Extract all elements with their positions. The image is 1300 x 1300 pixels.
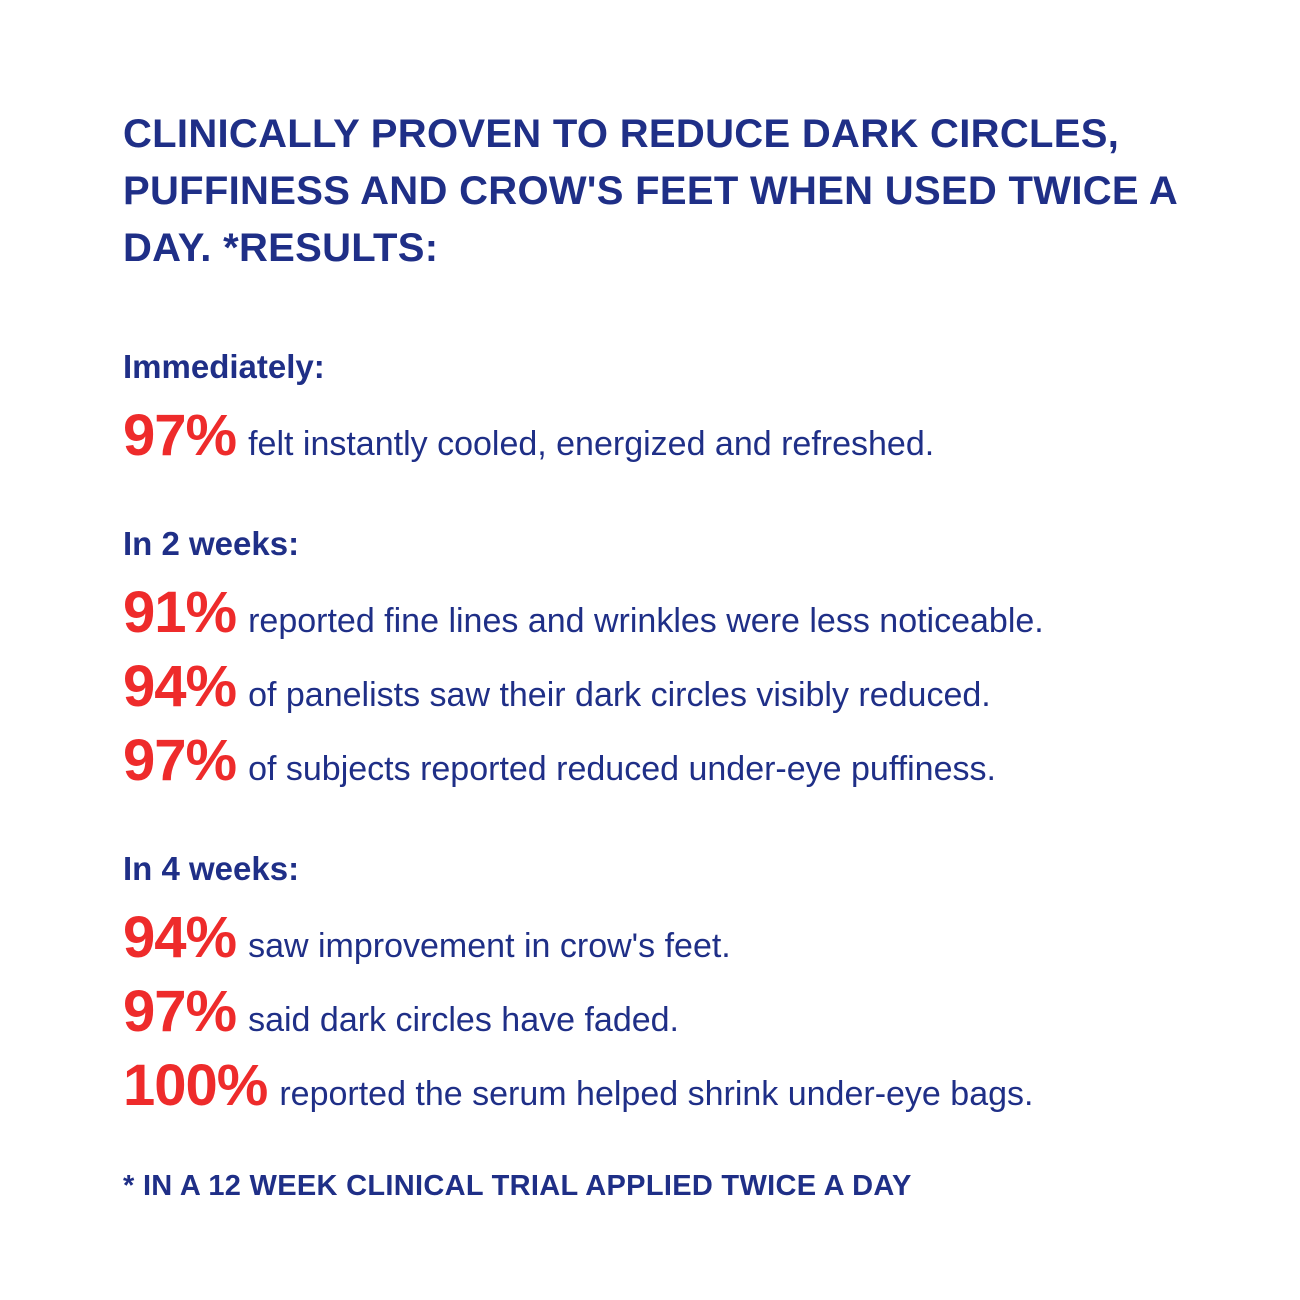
stat-row	[123, 727, 1243, 801]
section-heading: Immediately:	[123, 348, 325, 385]
stat-text: saw improvement in crow's feet.	[248, 927, 731, 965]
stat-percent: 91%	[123, 580, 237, 645]
stat-text: of subjects reported reduced under-eye puffiness.	[248, 750, 996, 788]
stat-text: reported the serum helped shrink under-eye bags.	[279, 1075, 1034, 1113]
section-2-weeks	[123, 524, 1243, 801]
section-immediately	[123, 347, 1243, 476]
section-heading: In 2 weeks:	[123, 525, 300, 562]
stat-percent: 97%	[123, 979, 237, 1044]
stat-percent: 94%	[123, 905, 237, 970]
stat-percent: 94%	[123, 654, 237, 719]
section-heading: In 4 weeks:	[123, 850, 300, 887]
footnote: * IN A 12 WEEK CLINICAL TRIAL APPLIED TWICE A DAY	[123, 1170, 912, 1202]
stat-text: of panelists saw their dark circles visibly reduced.	[248, 676, 991, 714]
results-panel	[123, 106, 1243, 1126]
stat-row	[123, 904, 1243, 978]
stat-row	[123, 1052, 1243, 1126]
stat-row	[123, 402, 1243, 476]
stat-row	[123, 579, 1243, 653]
headline: CLINICALLY PROVEN TO REDUCE DARK CIRCLES, PUFFINESS AND CROW'S FEET WHEN USED TWICE A DAY. *RESULTS:	[123, 112, 1177, 270]
stat-percent: 97%	[123, 728, 237, 793]
stat-percent: 100%	[123, 1053, 268, 1118]
stat-row	[123, 653, 1243, 727]
stat-text: felt instantly cooled, energized and refreshed.	[248, 425, 935, 463]
stat-percent: 97%	[123, 403, 237, 468]
section-4-weeks	[123, 849, 1243, 1126]
stat-row	[123, 978, 1243, 1052]
stat-text: said dark circles have faded.	[248, 1001, 679, 1039]
stat-text: reported fine lines and wrinkles were less noticeable.	[248, 602, 1044, 640]
